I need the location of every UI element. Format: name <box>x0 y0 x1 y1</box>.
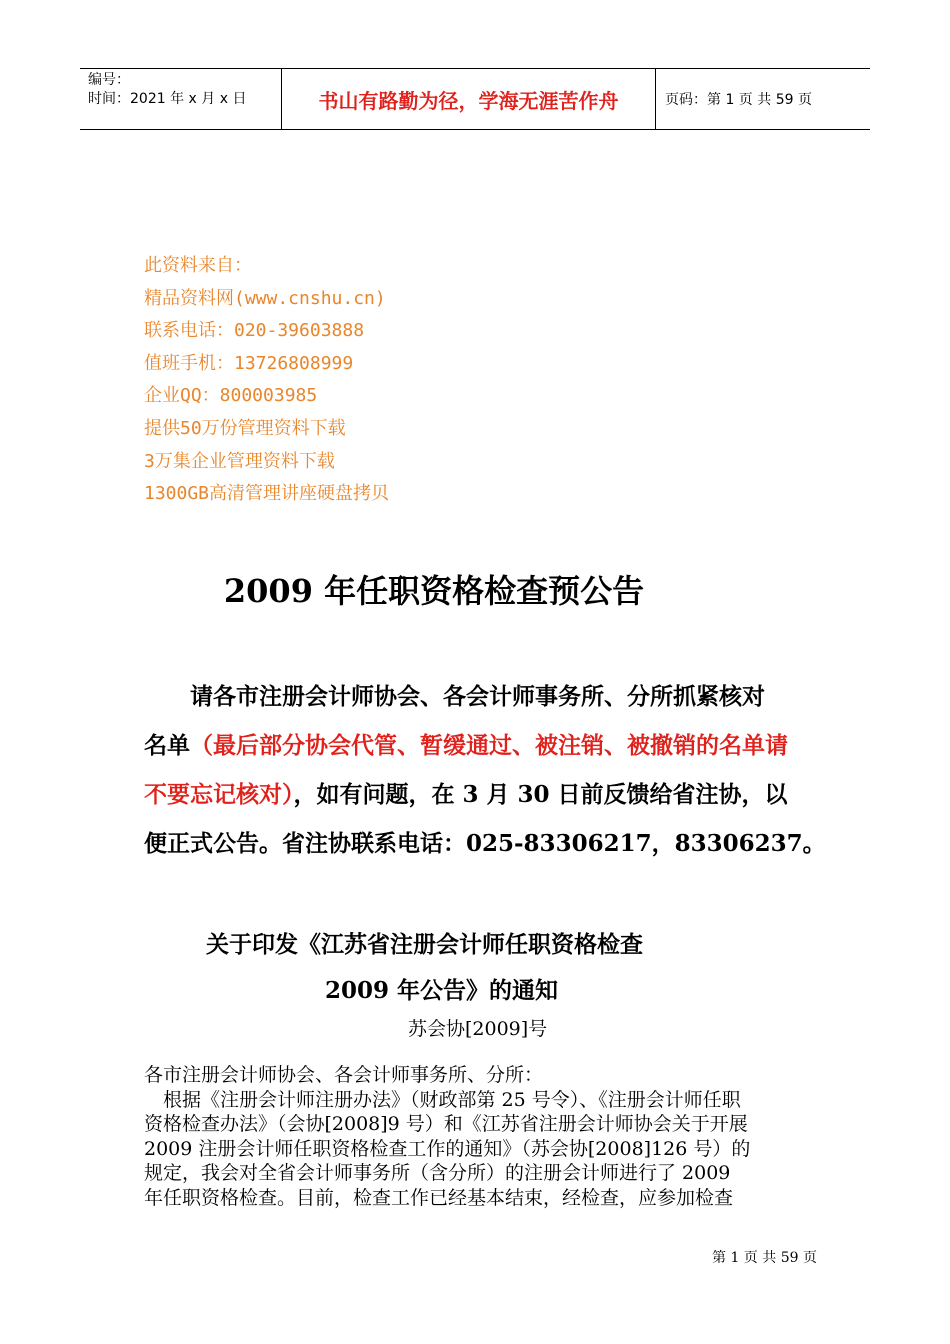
body-line: 根据《注册会计师注册办法》（财政部第 25 号令）、《注册会计师任职 <box>144 1088 741 1111</box>
promo-line: 精品资料网(www.cnshu.cn) <box>144 287 386 309</box>
notice-heading-line1: 关于印发《江苏省注册会计师任职资格检查 <box>206 931 643 958</box>
page-title: 2009 年任职资格检查预公告 <box>223 572 645 610</box>
notice-highlight: 不要忘记核对） <box>144 781 294 808</box>
promo-line: 提供50万份管理资料下载 <box>144 417 346 439</box>
notice-line <box>144 721 824 770</box>
header-number: 编号： <box>88 72 130 88</box>
notice-line: 请各市注册会计师协会、各会计师事务所、分所抓紧核对 <box>190 683 765 710</box>
header-time: 时间：2021 年 x 月 x 日 <box>88 91 247 107</box>
body-line: 规定，我会对全省会计师事务所（含分所）的注册会计师进行了 2009 <box>144 1162 731 1185</box>
promo-line: 1300GB高清管理讲座硬盘拷贝 <box>144 483 390 505</box>
promo-block <box>144 250 389 511</box>
document-header <box>80 68 870 130</box>
document-number: 苏会协[2009]号 <box>408 1018 548 1040</box>
body-text <box>144 1063 824 1211</box>
body-line: 2009 注册会计师任职资格检查工作的通知》（苏会协[2008]126 号）的 <box>144 1137 751 1160</box>
header-motto: 书山有路勤为径，学海无涯苦作舟 <box>318 88 619 113</box>
notice-line <box>144 770 824 819</box>
notice-text: 名单 <box>144 732 190 759</box>
body-line: 资格检查办法》（会协[2008]9 号）和《江苏省注册会计师协会关于开展 <box>144 1113 748 1136</box>
promo-line: 3万集企业管理资料下载 <box>144 450 335 472</box>
notice-line: 便正式公告。省注协联系电话：025-83306217，83306237。 <box>144 830 826 857</box>
notice-paragraph <box>144 672 824 868</box>
notice-highlight: （最后部分协会代管、暂缓通过、被注销、被撤销的名单请 <box>190 732 788 759</box>
header-meta <box>88 71 278 109</box>
notice-text: ，如有问题，在 3 月 30 日前反馈给省注协，以 <box>293 781 788 808</box>
promo-line: 联系电话：020-39603888 <box>144 320 365 342</box>
promo-line: 值班手机：13726808999 <box>144 352 354 374</box>
page-footer: 第 1 页 共 59 页 <box>712 1250 817 1266</box>
body-line: 各市注册会计师协会、各会计师事务所、分所： <box>144 1064 544 1086</box>
header-page-number: 页码：第 1 页 共 59 页 <box>665 92 812 108</box>
body-line: 年任职资格检查。目前，检查工作已经基本结束，经检查，应参加检查 <box>144 1186 734 1209</box>
promo-line: 企业QQ：800003985 <box>144 385 318 407</box>
header-divider <box>655 69 656 129</box>
promo-line: 此资料来自： <box>144 255 252 276</box>
notice-heading-line2: 2009 年公告》的通知 <box>325 977 559 1004</box>
